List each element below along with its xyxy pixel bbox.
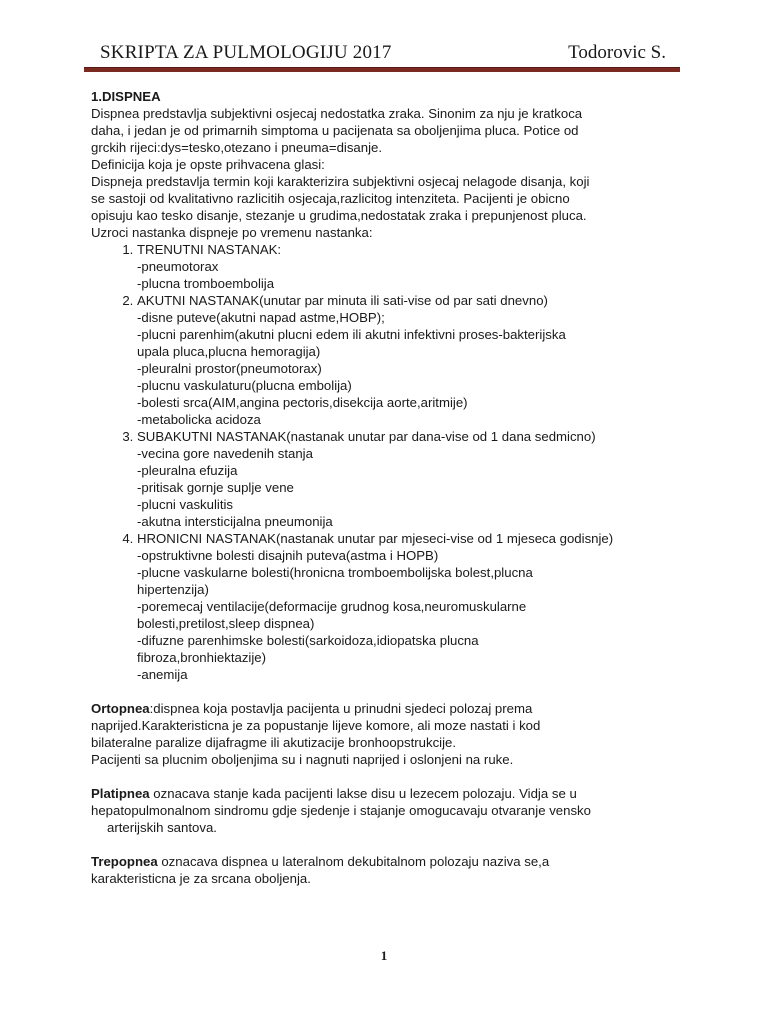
- onset-item: [137, 241, 691, 292]
- onset-item: [137, 292, 691, 428]
- paragraph-line: naprijed.Karakteristicna je za popustanje lijeve komore, ali moze nastati i kod: [91, 718, 541, 733]
- intro-line: Definicija koja je opste prihvacena glasi:: [91, 157, 325, 172]
- onset-subitem: -vecina gore navedenih stanja: [137, 446, 313, 461]
- onset-subitem: hipertenzija): [137, 582, 209, 597]
- onset-item: [137, 530, 691, 683]
- paragraph-line: [91, 700, 691, 717]
- onset-title: 2. AKUTNI NASTANAK(unutar par minuta ili sati-vise od par sati dnevno): [137, 293, 548, 308]
- intro-paragraph: [91, 105, 691, 241]
- paragraph-line: arterijskih santova.: [107, 820, 217, 835]
- paragraph-line: [91, 785, 691, 802]
- onset-subitem: upala pluca,plucna hemoragija): [137, 344, 321, 359]
- trepopnea-paragraph: [91, 853, 691, 887]
- onset-title: 1. TRENUTNI NASTANAK:: [137, 242, 282, 257]
- spacer: [91, 768, 691, 785]
- onset-subitem: -poremecaj ventilacije(deformacije grudnog kosa,neuromuskularne: [137, 599, 527, 614]
- platipnea-paragraph: [91, 785, 691, 836]
- intro-line: opisuju kao tesko disanje, stezanje u grudima,nedostatak zraka i prepunjenost pluca.: [91, 208, 587, 223]
- spacer: [91, 836, 691, 853]
- onset-subitem: -plucne vaskularne bolesti(hronicna tromboembolijska bolest,plucna: [137, 565, 533, 580]
- onset-subitem: -plucnu vaskulaturu(plucna embolija): [137, 378, 352, 393]
- paragraph-line: karakteristicna je za srcana oboljenja.: [91, 871, 311, 886]
- onset-subitem: -plucni vaskulitis: [137, 497, 234, 512]
- intro-line: daha, i jedan je od primarnih simptoma u pacijenata sa oboljenjima pluca. Potice od: [91, 123, 579, 138]
- spacer: [91, 683, 691, 700]
- onset-subitem: -disne puteve(akutni napad astme,HOBP);: [137, 310, 385, 325]
- intro-line: Uzroci nastanka dispneje po vremenu nastanka:: [91, 225, 373, 240]
- page-header: [100, 42, 666, 68]
- header-rule: [84, 67, 680, 72]
- term-trepopnea: Trepopnea: [91, 854, 158, 869]
- onset-subitem: -anemija: [137, 667, 188, 682]
- onset-subitem: -plucni parenhim(akutni plucni edem ili akutni infektivni proses-bakterijska: [137, 327, 566, 342]
- intro-line: Dispneja predstavlja termin koji karakterizira subjektivni osjecaj nelagode disanja, koji: [91, 174, 590, 189]
- intro-line: Dispnea predstavlja subjektivni osjecaj nedostatka zraka. Sinonim za nju je kratkoca: [91, 106, 583, 121]
- definition-text: :dispnea koja postavlja pacijenta u prinudni sjedeci polozaj prema: [149, 701, 533, 716]
- section-heading: 1.DISPNEA: [91, 89, 161, 104]
- onset-subitem: -metabolicka acidoza: [137, 412, 261, 427]
- paragraph-line: hepatopulmonalnom sindromu gdje sjedenje i stajanje omogucavaju otvaranje vensko: [91, 803, 591, 818]
- onset-subitem: bolesti,pretilost,sleep dispnea): [137, 616, 315, 631]
- page-content: [91, 88, 691, 887]
- onset-subitem: -pneumotorax: [137, 259, 219, 274]
- term-ortopnea: Ortopnea: [91, 701, 150, 716]
- term-platipnea: Platipnea: [91, 786, 150, 801]
- onset-subitem: -pleuralni prostor(pneumotorax): [137, 361, 322, 376]
- onset-list: [91, 241, 691, 683]
- header-author: Todorovic S.: [568, 42, 666, 63]
- paragraph-line: Pacijenti sa plucnim oboljenjima su i nagnuti naprijed i oslonjeni na ruke.: [91, 752, 514, 767]
- onset-item: [137, 428, 691, 530]
- header-title: SKRIPTA ZA PULMOLOGIJU 2017: [100, 42, 392, 63]
- paragraph-line: [91, 853, 691, 870]
- onset-title: 3. SUBAKUTNI NASTANAK(nastanak unutar par dana-vise od 1 dana sedmicno): [137, 429, 596, 444]
- onset-subitem: -bolesti srca(AIM,angina pectoris,disekcija aorte,aritmije): [137, 395, 468, 410]
- definition-text: oznacava stanje kada pacijenti lakse disu u lezecem polozaju. Vidja se u: [149, 786, 577, 801]
- onset-subitem: -akutna intersticijalna pneumonija: [137, 514, 333, 529]
- onset-subitem: -difuzne parenhimske bolesti(sarkoidoza,idiopatska plucna: [137, 633, 479, 648]
- onset-subitem: -plucna tromboembolija: [137, 276, 275, 291]
- intro-line: se sastoji od kvalitativno razlicitih osjecaja,razlicitog intenziteta. Pacijenti je obicno: [91, 191, 570, 206]
- definition-text: oznacava dispnea u lateralnom dekubitalnom polozaju naziva se,a: [157, 854, 550, 869]
- onset-subitem: -pritisak gornje suplje vene: [137, 480, 294, 495]
- onset-subitem: -pleuralna efuzija: [137, 463, 238, 478]
- paragraph-line: bilateralne paralize dijafragme ili akutizacije bronhoopstrukcije.: [91, 735, 457, 750]
- intro-line: grckih rijeci:dys=tesko,otezano i pneuma=disanje.: [91, 140, 383, 155]
- page-number: 1: [380, 948, 388, 963]
- onset-subitem: fibroza,bronhiektazije): [137, 650, 267, 665]
- onset-title: 4. HRONICNI NASTANAK(nastanak unutar par mjeseci-vise od 1 mjeseca godisnje): [137, 531, 614, 546]
- ortopnea-paragraph: [91, 700, 691, 768]
- onset-subitem: -opstruktivne bolesti disajnih puteva(astma i HOPB): [137, 548, 439, 563]
